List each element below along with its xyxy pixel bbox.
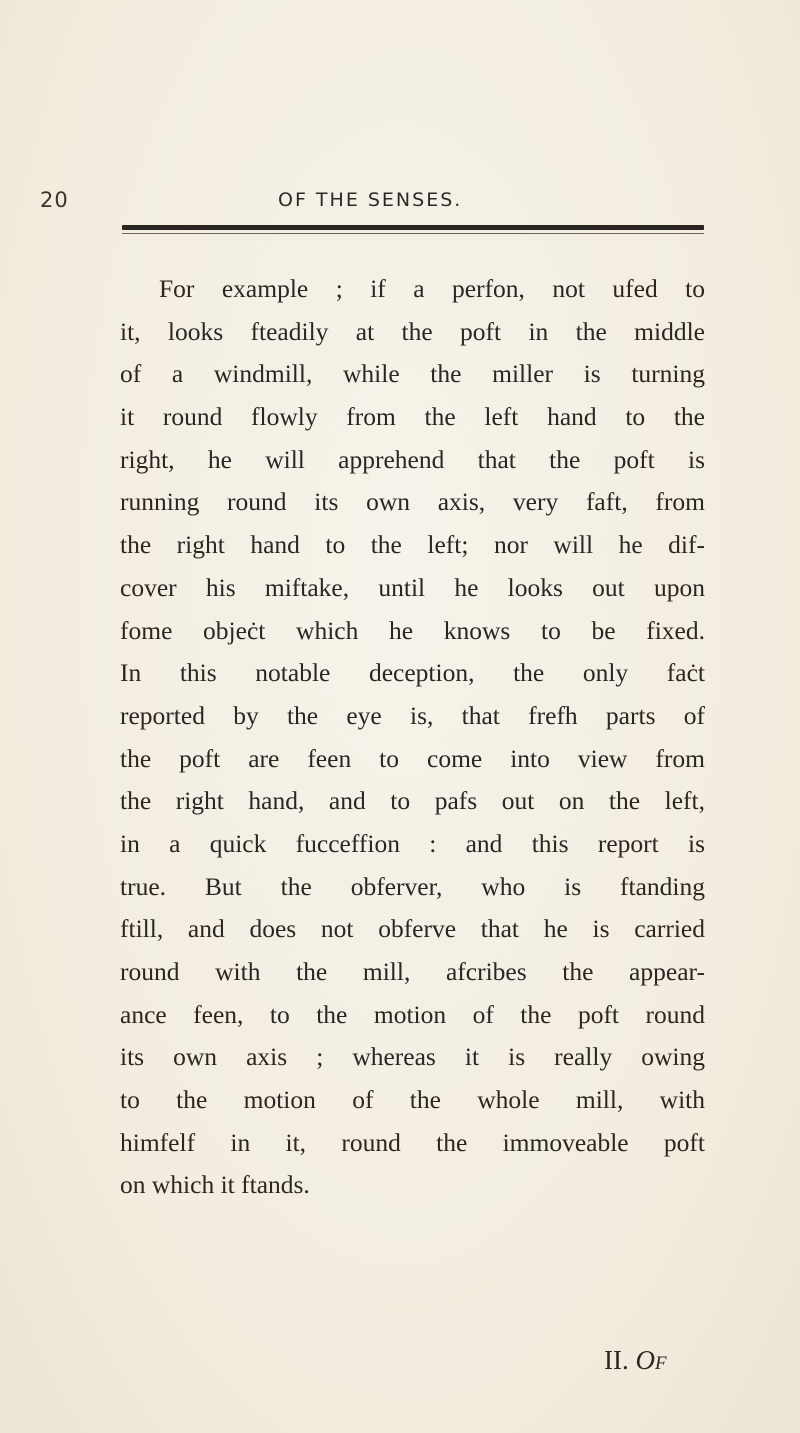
running-title: OF THE SENSES. — [278, 189, 463, 211]
text-line: himfelf in it, round the immoveable poft — [120, 1127, 705, 1157]
catchword — [604, 1345, 667, 1376]
text-line: right, he will apprehend that the poft is — [120, 444, 705, 474]
header-rule — [122, 225, 704, 230]
text-line: For example ; if a perfon, not ufed to — [159, 274, 705, 303]
text-line: cover his miftake, until he looks out upon — [120, 572, 705, 602]
text-line: true. But the obferver, who is ftanding — [120, 871, 705, 901]
running-head — [40, 188, 700, 218]
text-line: running round its own axis, very faft, from — [120, 487, 705, 517]
catchword-word: Of — [635, 1345, 667, 1375]
text-line: it round flowly from the left hand to the — [120, 402, 705, 432]
body-paragraph — [120, 268, 705, 1207]
header-rule-thin — [122, 233, 704, 234]
text-line: the poft are feen to come into view from — [120, 743, 705, 773]
page-number: 20 — [40, 188, 69, 212]
text-line: reported by the eye is, that frefh parts of — [120, 700, 705, 730]
text-line: in a quick fucceffion : and this report is — [120, 828, 705, 858]
text-line: round with the mill, afcribes the appear- — [120, 957, 705, 986]
text-line: In this notable deception, the only faċt — [120, 658, 705, 688]
text-line: to the motion of the whole mill, with — [120, 1085, 705, 1115]
text-line: the right hand to the left; nor will he dif- — [120, 530, 705, 560]
catchword-numeral: II. — [604, 1345, 629, 1375]
text-line: it, looks fteadily at the poft in the middle — [120, 316, 705, 346]
text-line: ance feen, to the motion of the poft round — [120, 999, 705, 1029]
text-line: ftill, and does not obferve that he is carried — [120, 914, 705, 944]
text-line: fome objeċt which he knows to be fixed. — [120, 615, 705, 645]
text-line: its own axis ; whereas it is really owing — [120, 1042, 705, 1072]
text-line: on which it ftands. — [120, 1170, 310, 1200]
text-line: of a windmill, while the miller is turning — [120, 359, 705, 389]
text-line: the right hand, and to pafs out on the left, — [120, 786, 705, 816]
